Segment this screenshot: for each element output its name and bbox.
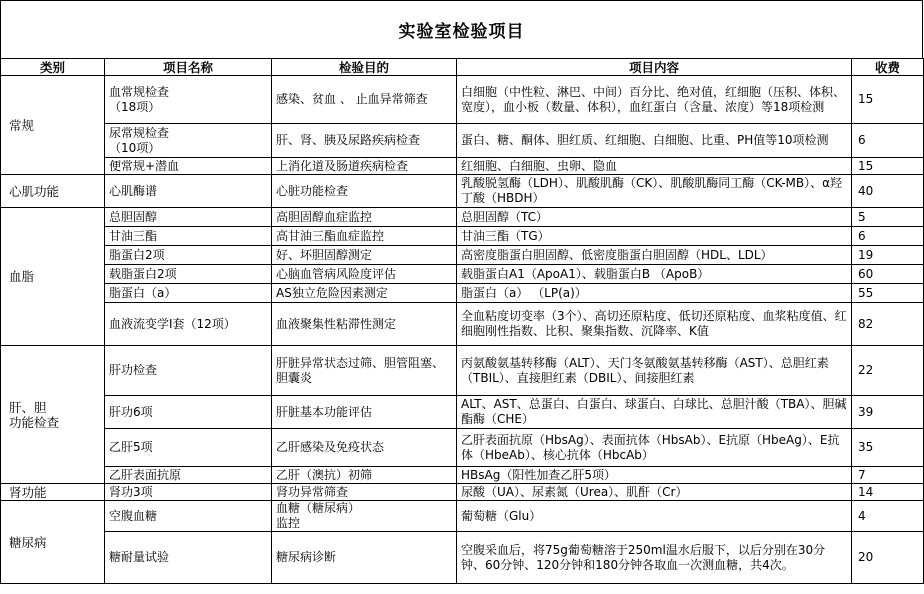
category-cell: 糖尿病 [1,501,105,584]
table-row [1,484,924,501]
table-row [1,208,924,227]
category-cell: 心肌功能 [1,175,105,208]
fee-cell: 7 [852,467,924,484]
purpose-cell: 肝脏异常状态过筛、胆管阻塞、胆囊炎 [272,346,457,396]
content-cell: ALT、AST、总蛋白、白蛋白、球蛋白、白球比、总胆汁酸（TBA）、胆碱酯酶（CHE） [457,396,852,429]
table-row [1,396,924,429]
header-purpose: 检验目的 [272,59,457,76]
fee-cell: 4 [852,501,924,532]
content-cell: 载脂蛋白A1（ApoA1）、载脂蛋白B （ApoB） [457,265,852,284]
table-row [1,124,924,158]
table-row [1,175,924,208]
table-row [1,303,924,346]
header-row [1,59,924,76]
name-cell: 乙肝表面抗原 [105,467,272,484]
content-cell: 乳酸脱氢酶（LDH）、肌酸肌酶（CK）、肌酸肌酶同工酶（CK-MB）、α羟丁酸（HBDH） [457,175,852,208]
content-cell: 红细胞、白细胞、虫卵、隐血 [457,158,852,175]
purpose-cell: 好、坏胆固醇测定 [272,246,457,265]
content-cell: 乙肝表面抗原（HbsAg）、表面抗体（HbsAb）、E抗原（HbeAg）、E抗体（HbeAb）、核心抗体（HbcAb） [457,429,852,467]
table-row [1,265,924,284]
name-cell: 总胆固醇 [105,208,272,227]
purpose-cell: 肝、肾、胰及尿路疾病检查 [272,124,457,158]
fee-cell: 22 [852,346,924,396]
name-cell: 载脂蛋白2项 [105,265,272,284]
content-cell: 脂蛋白（a） （LP(a)） [457,284,852,303]
purpose-cell: 血液聚集性粘滞性测定 [272,303,457,346]
purpose-cell: 心脑血管病风险度评估 [272,265,457,284]
content-cell: 全血粘度切变率（3个）、高切还原粘度、低切还原粘度、血浆粘度值、红细胞刚性指数、比积、聚集指数、沉降率、K值 [457,303,852,346]
fee-cell: 15 [852,158,924,175]
purpose-cell: AS独立危险因素测定 [272,284,457,303]
content-cell: 甘油三酯（TG） [457,227,852,246]
fee-cell: 82 [852,303,924,346]
lab-test-table [0,58,924,584]
table-row [1,158,924,175]
table-row [1,429,924,467]
name-cell: 脂蛋白（a） [105,284,272,303]
content-cell: 空腹采血后，将75g葡萄糖溶于250ml温水后服下，以后分别在30分钟、60分钟、120分钟和180分钟各取血一次测血糖，共4次。 [457,532,852,584]
header-fee: 收费 [852,59,924,76]
purpose-cell: 肝脏基本功能评估 [272,396,457,429]
name-cell: 乙肝5项 [105,429,272,467]
table-row [1,76,924,124]
fee-cell: 15 [852,76,924,124]
table-row [1,246,924,265]
category-cell: 肝、胆 功能检查 [1,346,105,484]
fee-cell: 60 [852,265,924,284]
purpose-cell: 糖尿病诊断 [272,532,457,584]
purpose-cell: 上消化道及肠道疾病检查 [272,158,457,175]
content-cell: 蛋白、糖、酮体、胆红质、红细胞、白细胞、比重、PH值等10项检测 [457,124,852,158]
name-cell: 肝功6项 [105,396,272,429]
content-cell: 葡萄糖（Glu） [457,501,852,532]
name-cell: 心肌酶谱 [105,175,272,208]
purpose-cell: 心脏功能检查 [272,175,457,208]
fee-cell: 20 [852,532,924,584]
purpose-cell: 感染、贫血 、 止血异常筛查 [272,76,457,124]
purpose-cell: 乙肝感染及免疫状态 [272,429,457,467]
fee-cell: 14 [852,484,924,501]
name-cell: 糖耐量试验 [105,532,272,584]
purpose-cell: 高胆固醇血症监控 [272,208,457,227]
fee-cell: 6 [852,227,924,246]
name-cell: 便常规+潜血 [105,158,272,175]
table-row [1,284,924,303]
table-row [1,227,924,246]
header-name: 项目名称 [105,59,272,76]
header-content: 项目内容 [457,59,852,76]
fee-cell: 40 [852,175,924,208]
fee-cell: 19 [852,246,924,265]
sheet-title: 实验室检验项目 [0,0,923,58]
header-category: 类别 [1,59,105,76]
table-row [1,501,924,532]
table-row [1,346,924,396]
name-cell: 肾功3项 [105,484,272,501]
table-row [1,467,924,484]
content-cell: HBsAg（阳性加查乙肝5项） [457,467,852,484]
fee-cell: 39 [852,396,924,429]
fee-cell: 35 [852,429,924,467]
purpose-cell: 血糖（糖尿病） 监控 [272,501,457,532]
content-cell: 高密度脂蛋白胆固醇、低密度脂蛋白胆固醇（HDL、LDL） [457,246,852,265]
fee-cell: 6 [852,124,924,158]
name-cell: 肝功检查 [105,346,272,396]
name-cell: 尿常规检查 （10项） [105,124,272,158]
purpose-cell: 高甘油三酯血症监控 [272,227,457,246]
name-cell: 血常规检查 （18项） [105,76,272,124]
fee-cell: 5 [852,208,924,227]
content-cell: 丙氨酸氨基转移酶（ALT）、天门冬氨酸氨基转移酶（AST）、总胆红素（TBIL）、直接胆红素（DBIL）、间接胆红素 [457,346,852,396]
fee-cell: 55 [852,284,924,303]
name-cell: 脂蛋白2项 [105,246,272,265]
name-cell: 血液流变学Ⅰ套（12项） [105,303,272,346]
category-cell: 血脂 [1,208,105,346]
name-cell: 空腹血糖 [105,501,272,532]
name-cell: 甘油三酯 [105,227,272,246]
category-cell: 肾功能 [1,484,105,501]
content-cell: 总胆固醇（TC） [457,208,852,227]
category-cell: 常规 [1,76,105,175]
purpose-cell: 乙肝（澳抗）初筛 [272,467,457,484]
content-cell: 尿酸（UA）、尿素氮（Urea）、肌酐（Cr） [457,484,852,501]
purpose-cell: 肾功异常筛查 [272,484,457,501]
content-cell: 白细胞（中性粒、淋巴、中间）百分比、绝对值，红细胞（压积、体积、宽度），血小板（数量、体积），血红蛋白（含量、浓度）等18项检测 [457,76,852,124]
table-row [1,532,924,584]
